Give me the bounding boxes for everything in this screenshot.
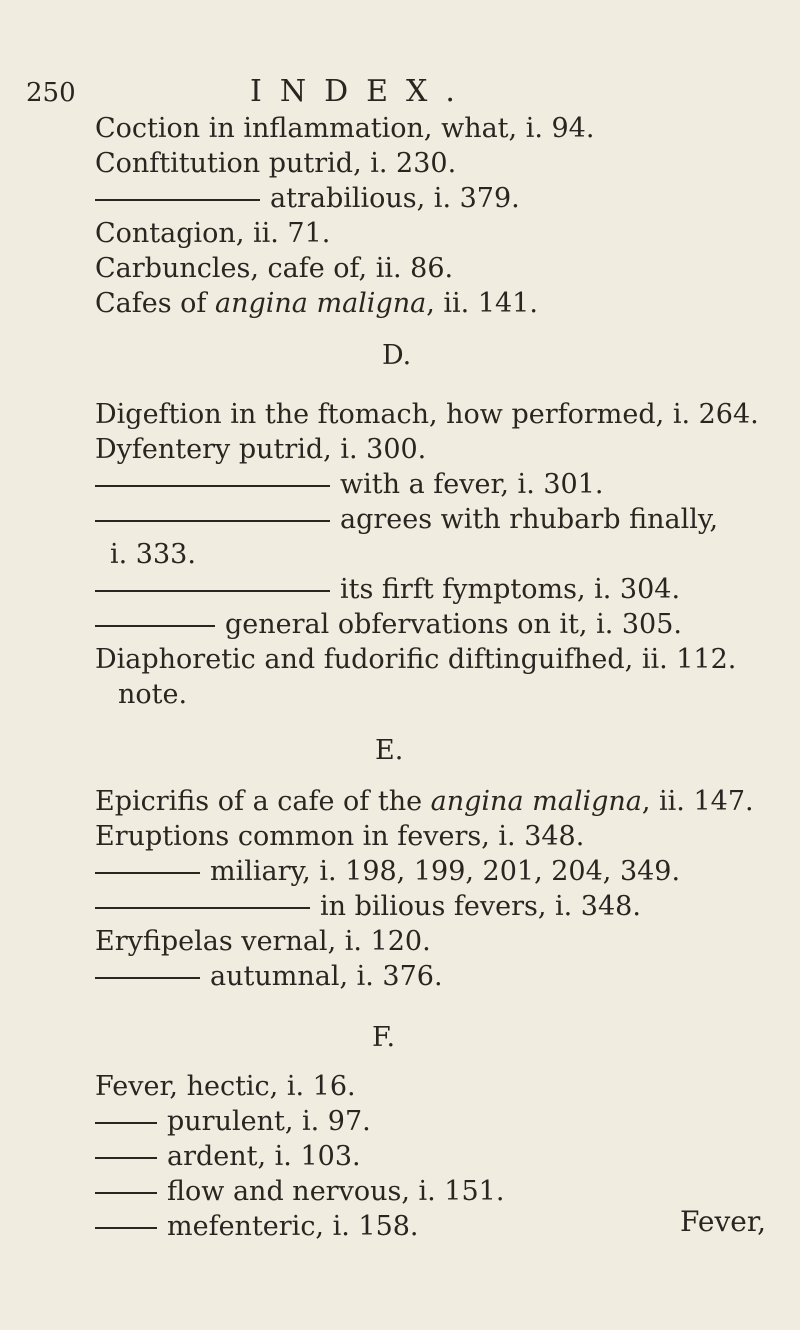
entry-text: , ii. 147. bbox=[641, 786, 754, 817]
subentry-text: mefenteric, i. 158. bbox=[167, 1211, 419, 1242]
subentry-text: general obfervations on it, i. 305. bbox=[225, 609, 682, 640]
ditto-dash bbox=[95, 1227, 157, 1229]
subentry-text: autumnal, i. 376. bbox=[210, 961, 443, 992]
ditto-dash bbox=[95, 199, 260, 201]
ditto-dash bbox=[95, 590, 330, 592]
index-subentry bbox=[95, 890, 641, 924]
index-subentry bbox=[95, 855, 680, 889]
index-subentry bbox=[95, 573, 680, 607]
index-entry: Contagion, ii. 71. bbox=[95, 218, 331, 249]
index-continuation: i. 333. bbox=[110, 539, 196, 570]
index-entry: Coction in inflammation, what, i. 94. bbox=[95, 113, 595, 144]
index-entry bbox=[95, 287, 538, 321]
catchword: Fever, bbox=[680, 1205, 767, 1238]
ditto-dash bbox=[95, 1122, 157, 1124]
section-letter-d: D. bbox=[382, 340, 412, 371]
index-entry: Carbuncles, cafe of, ii. 86. bbox=[95, 253, 454, 284]
entry-text: Epicrifis of a cafe of the bbox=[95, 786, 431, 817]
subentry-text: its firft fymptoms, i. 304. bbox=[340, 574, 681, 605]
subentry-text: miliary, i. 198, 199, 201, 204, 349. bbox=[210, 856, 681, 887]
index-subentry bbox=[95, 182, 520, 216]
index-entry: Eruptions common in fevers, i. 348. bbox=[95, 821, 585, 852]
index-entry: Dyfentery putrid, i. 300. bbox=[95, 434, 427, 465]
index-entry: Conftitution putrid, i. 230. bbox=[95, 148, 457, 179]
index-subentry bbox=[95, 1210, 419, 1244]
entry-italic: angina maligna bbox=[430, 786, 642, 817]
index-continuation: note. bbox=[118, 679, 188, 710]
page-number: 250 bbox=[26, 78, 76, 108]
index-subentry bbox=[95, 468, 603, 502]
subentry-text: in bilious fevers, i. 348. bbox=[320, 891, 641, 922]
index-subentry bbox=[95, 608, 682, 642]
section-letter-f: F. bbox=[372, 1022, 396, 1053]
index-subentry bbox=[95, 960, 443, 994]
ditto-dash bbox=[95, 977, 200, 979]
index-entry: Eryfipelas vernal, i. 120. bbox=[95, 926, 431, 957]
subentry-text: flow and nervous, i. 151. bbox=[167, 1176, 505, 1207]
index-subentry bbox=[95, 503, 718, 537]
index-subentry bbox=[95, 1140, 361, 1174]
ditto-dash bbox=[95, 872, 200, 874]
index-entry: Digeftion in the ftomach, how performed, i. 264. bbox=[95, 399, 759, 430]
entry-italic: angina maligna bbox=[215, 288, 427, 319]
index-subentry bbox=[95, 1105, 371, 1139]
ditto-dash bbox=[95, 485, 330, 487]
index-entry: Diaphoretic and fudorific diftinguifhed, ii. 112. bbox=[95, 644, 737, 675]
ditto-dash bbox=[95, 625, 215, 627]
ditto-dash bbox=[95, 1192, 157, 1194]
index-subentry bbox=[95, 1175, 504, 1209]
subentry-text: atrabilious, i. 379. bbox=[270, 183, 520, 214]
subentry-text: agrees with rhubarb finally, bbox=[340, 504, 719, 535]
ditto-dash bbox=[95, 520, 330, 522]
section-letter-e: E. bbox=[375, 735, 404, 766]
subentry-text: purulent, i. 97. bbox=[167, 1106, 371, 1137]
subentry-text: ardent, i. 103. bbox=[167, 1141, 361, 1172]
ditto-dash bbox=[95, 1157, 157, 1159]
entry-text: , ii. 141. bbox=[426, 288, 538, 319]
ditto-dash bbox=[95, 907, 310, 909]
index-entry bbox=[95, 785, 754, 819]
entry-text: Cafes of bbox=[95, 288, 215, 319]
running-head: INDEX. bbox=[250, 74, 473, 109]
subentry-text: with a fever, i. 301. bbox=[340, 469, 604, 500]
index-entry: Fever, hectic, i. 16. bbox=[95, 1071, 356, 1102]
